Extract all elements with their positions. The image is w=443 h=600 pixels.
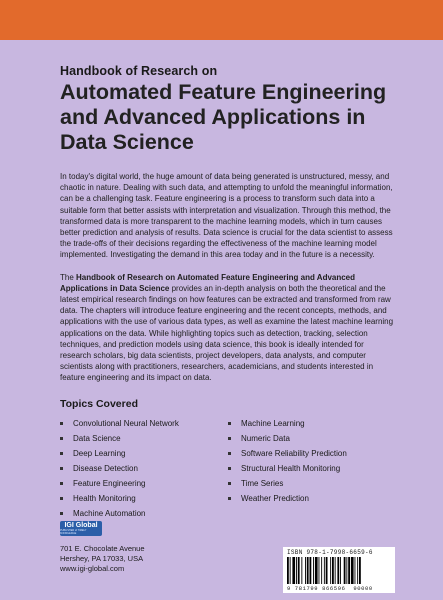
barcode-bar [298, 557, 300, 584]
topic-label: Structural Health Monitoring [241, 463, 341, 473]
barcode-digits-text: 9 781799 866596 [287, 585, 346, 592]
barcode-bar [335, 557, 336, 584]
bullet-icon [60, 467, 63, 470]
bullet-icon [228, 482, 231, 485]
topic-label: Deep Learning [73, 448, 126, 458]
topic-item [60, 506, 228, 521]
barcode-bar [315, 557, 318, 584]
topic-label: Health Monitoring [73, 493, 136, 503]
barcode-bar [296, 557, 297, 584]
topic-item [228, 431, 347, 446]
topic-item [60, 446, 228, 461]
topic-item [60, 461, 228, 476]
topic-label: Disease Detection [73, 463, 138, 473]
barcode-price-code: 90000 [353, 585, 373, 592]
isbn-barcode [283, 547, 395, 593]
bullet-icon [228, 467, 231, 470]
topic-item [228, 461, 347, 476]
barcode-bar [359, 557, 361, 584]
barcode-bar [330, 557, 331, 584]
barcode-bar [355, 557, 356, 584]
bullet-icon [60, 452, 63, 455]
barcode-bars [287, 557, 391, 585]
top-color-band [0, 0, 443, 40]
topic-label: Data Science [73, 433, 121, 443]
topic-item [60, 476, 228, 491]
bullet-icon [60, 497, 63, 500]
barcode-bar [344, 557, 346, 584]
igi-global-logo [60, 521, 102, 536]
barcode-bar [357, 557, 358, 584]
barcode-bar [287, 557, 289, 584]
para2-body: provides an in-depth analysis on both the theoretical and the latest empirical research findings on how features can be extracted and transformed from raw data. The chapters will introduce feature engineering and the recent concepts, methods, and applications with the use of various data types, as well as examine the latest machine learning applications on the data. While highlighting topics such as detection, tracking, selection techniques, and prediction models using data science, this book is ideally intended for research scholars, big data scientists, project developers, data analysts, and computer scientists along with practitioners, researchers, academicians, and students interested in feature engineering and its impact on data. [60, 283, 394, 383]
barcode-bar [351, 557, 354, 584]
topic-label: Software Reliability Prediction [241, 448, 347, 458]
topics-heading: Topics Covered [60, 397, 138, 410]
bullet-icon [228, 497, 231, 500]
topic-label: Machine Learning [241, 418, 305, 428]
topic-item [228, 416, 347, 431]
barcode-bar [340, 557, 341, 584]
barcode-bar [305, 557, 306, 584]
barcode-bar [292, 557, 295, 584]
topic-item [60, 416, 228, 431]
book-title: Automated Feature Engineering and Advanced Applications in Data Science [60, 80, 387, 154]
barcode-bar [290, 557, 291, 584]
topic-label: Machine Automation [73, 508, 146, 518]
topic-item [60, 431, 228, 446]
bullet-icon [60, 437, 63, 440]
barcode-bar [310, 557, 312, 584]
barcode-bar [301, 557, 302, 584]
topic-item [228, 476, 347, 491]
barcode-digits [287, 585, 373, 592]
topics-list [60, 416, 390, 521]
barcode-bar [326, 557, 328, 584]
topic-label: Time Series [241, 478, 284, 488]
isbn-label [287, 549, 373, 556]
logo-text: IGI Global [64, 522, 98, 529]
address-line-1: 701 E. Chocolate Avenue [60, 544, 145, 553]
barcode-bar [337, 557, 339, 584]
bullet-icon [60, 482, 63, 485]
para2-prefix: The [60, 272, 77, 282]
barcode-bar [332, 557, 334, 584]
back-cover-content [60, 40, 395, 521]
para2-book-title: Handbook of Research on Automated Feature Engineering and Advanced Applications in Data Science [60, 272, 356, 293]
topic-item [60, 491, 228, 506]
publisher-website: www.igi-global.com [60, 564, 125, 573]
bullet-icon [60, 422, 63, 425]
barcode-bar [321, 557, 322, 584]
barcode-bar [324, 557, 325, 584]
address-line-2: Hershey, PA 17033, USA [60, 554, 144, 563]
publisher-block [60, 521, 170, 574]
isbn-number: ISBN 978-1-7998-6659-6 [287, 549, 373, 556]
barcode-bar [319, 557, 320, 584]
topic-label: Convolutional Neural Network [73, 418, 179, 428]
logo-tagline: PUBLISHER of TIMELY KNOWLEDGE [60, 529, 87, 535]
bullet-icon [228, 437, 231, 440]
topic-label: Feature Engineering [73, 478, 146, 488]
description-paragraph-2 [60, 272, 395, 384]
topics-column-right [228, 416, 347, 521]
description-paragraph-1: In today's digital world, the huge amount of data being generated is unstructured, messy, and chaotic in nature. Dealing with such data, and attempting to unfold the meaningful information, can be a challenging task. Feature engineering is a process to transform such data into a suitable form that better assists with interpretation and visualization. Through this method, the transformed data is more transparent to the machine learning models, which in turn causes better prediction and analysis of results. Data science is crucial for the data scientist to assess the trade-offs of their decisions regarding the effectiveness of the machine learning model implemented. Investigating the demand in this area today and in the future is a necessity. [60, 172, 393, 260]
barcode-bar [313, 557, 314, 584]
barcode-bar [307, 557, 309, 584]
bullet-icon [228, 452, 231, 455]
topic-item [228, 446, 347, 461]
topics-column-left [60, 416, 228, 521]
bullet-icon [228, 422, 231, 425]
topic-item [228, 491, 347, 506]
barcode-bar [346, 557, 347, 584]
topic-label: Numeric Data [241, 433, 290, 443]
pre-title: Handbook of Research on [60, 64, 218, 78]
bullet-icon [60, 512, 63, 515]
topic-label: Weather Prediction [241, 493, 309, 503]
barcode-bar [348, 557, 350, 584]
publisher-address [60, 544, 170, 574]
